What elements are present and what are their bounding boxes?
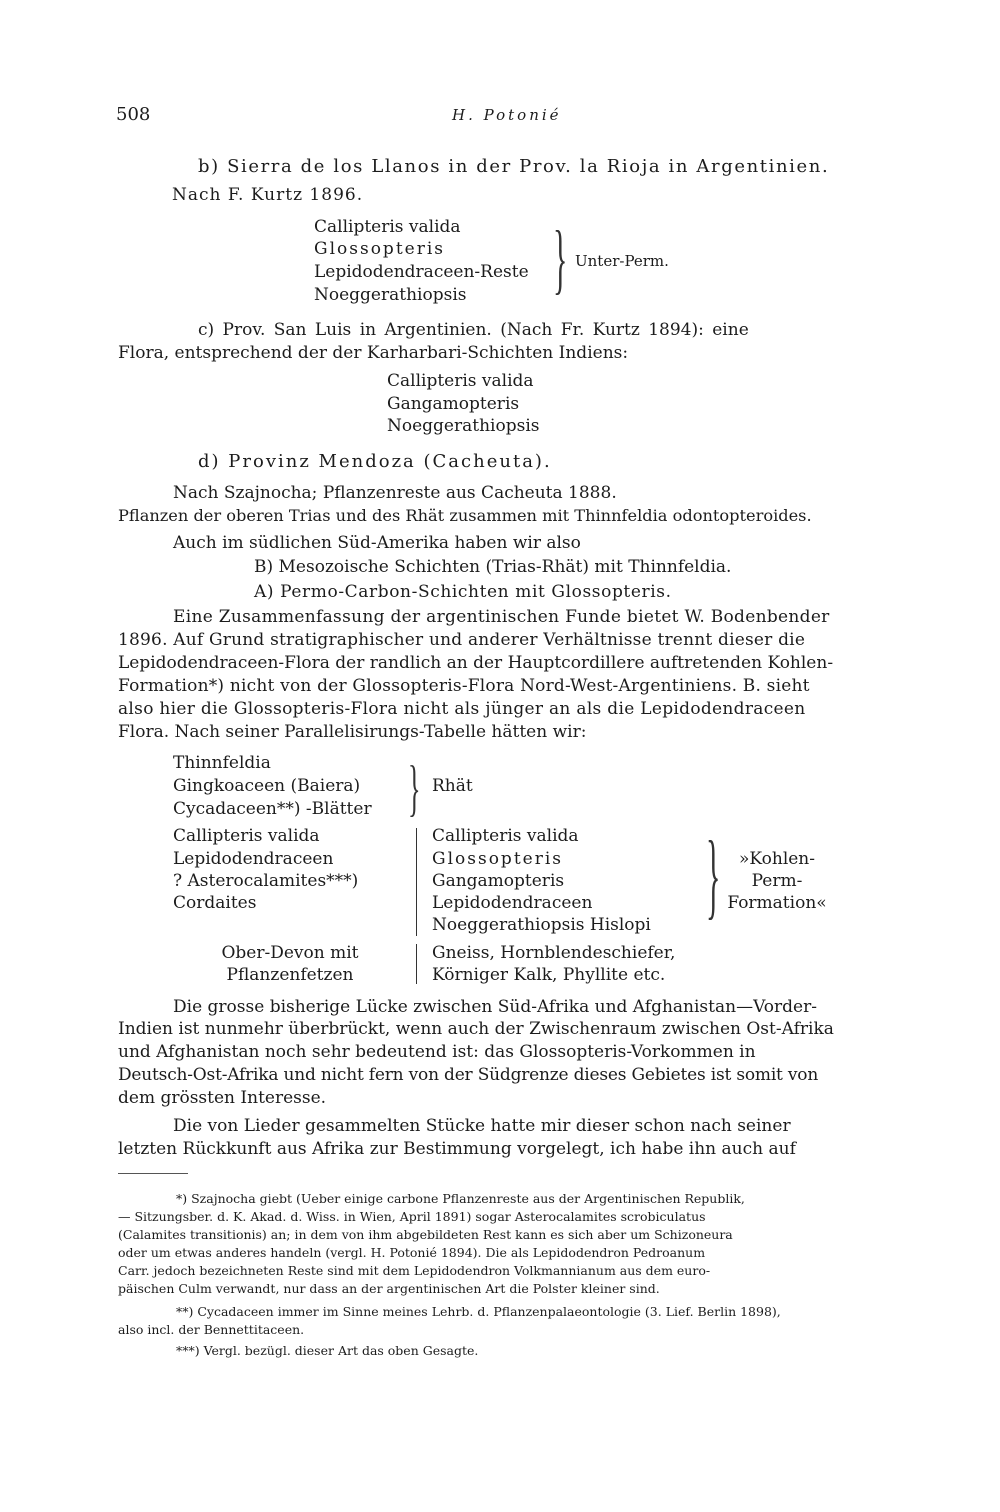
- table-cell: Callipteris valida: [173, 826, 320, 846]
- footnote-line: also incl. der Bennettitaceen.: [118, 1322, 305, 1337]
- paragraph-line: Indien ist nunmehr überbrückt, wenn auch der Zwischenraum zwischen Ost-Afrika: [118, 1019, 834, 1039]
- right-brace: }: [706, 823, 721, 930]
- table-cell: Perm-: [751, 871, 803, 891]
- section-c-line-2: Flora, entsprechend der der Karharbari-Schichten Indiens:: [118, 343, 629, 363]
- list-item: Callipteris valida: [314, 217, 461, 237]
- table-cell: Körniger Kalk, Phyllite etc.: [432, 965, 666, 985]
- section-b-heading: b) Sierra de los Llanos in der Prov. la Rioja in Argentinien.: [198, 156, 830, 177]
- paragraph-line: letzten Rückkunft aus Afrika zur Bestimmung vorgelegt, ich habe ihn auch auf: [118, 1139, 796, 1159]
- paragraph-line: Deutsch-Ost-Afrika und nicht fern von der Südgrenze dieses Gebietes ist somit von: [118, 1065, 819, 1085]
- section-b-source: Nach F. Kurtz 1896.: [172, 185, 364, 205]
- footnote-line: päischen Culm verwandt, nur dass an der argentinischen Art die Polster kleiner sind.: [118, 1281, 660, 1296]
- table-cell: Callipteris valida: [432, 826, 579, 846]
- section-d-line-2: Pflanzen der oberen Trias und des Rhät zusammen mit Thinnfeldia odontopteroides.: [118, 506, 812, 525]
- table-cell: Lepidodendraceen: [173, 849, 334, 869]
- section-d-item-a: A) Permo-Carbon-Schichten mit Glossopteris.: [254, 582, 672, 602]
- list-item: Lepidodendraceen-Reste: [314, 262, 529, 282]
- section-d-line-1: Nach Szajnocha; Pflanzenreste aus Cacheuta 1888.: [173, 483, 617, 503]
- list-item: Glossopteris: [314, 239, 445, 259]
- table-cell: Formation«: [727, 893, 827, 913]
- footnote-line: oder um etwas anderes handeln (vergl. H. Potonié 1894). Die als Lepidodendron Pedroanum: [118, 1245, 706, 1260]
- paragraph-line: Flora. Nach seiner Parallelisirungs-Tabelle hätten wir:: [118, 722, 587, 742]
- list-item: Noeggerathiopsis: [387, 416, 540, 436]
- table-cell: Gneiss, Hornblendeschiefer,: [432, 943, 676, 963]
- list-item: Noeggerathiopsis: [314, 285, 467, 305]
- footnote-line: (Calamites transitionis) an; in dem von ihm abgebildeten Rest kann es sich aber um Schizoneura: [118, 1227, 733, 1242]
- footnote-rule: [118, 1173, 188, 1174]
- table-cell: Lepidodendraceen: [432, 893, 593, 913]
- paragraph-line: 1896. Auf Grund stratigraphischer und anderer Verhältnisse trennt dieser die: [118, 630, 806, 650]
- table-cell: Gingkoaceen (Baiera): [173, 776, 361, 796]
- table-cell: Cycadaceen**) -Blätter: [173, 799, 372, 819]
- section-d-heading: d) Provinz Mendoza (Cacheuta).: [198, 451, 552, 472]
- table-cell: Ober-Devon mit: [221, 943, 359, 963]
- paragraph-line: Formation*) nicht von der Glossopteris-Flora Nord-West-Argentiniens. B. sieht: [118, 676, 810, 696]
- right-brace: }: [553, 216, 568, 303]
- table-cell: Thinnfeldia: [173, 753, 271, 773]
- list-item: Gangamopteris: [387, 394, 520, 414]
- right-brace: }: [408, 753, 421, 823]
- column-divider: [416, 828, 417, 936]
- running-head: H. Potonié: [452, 106, 562, 124]
- table-cell: Glossopteris: [432, 849, 563, 869]
- paragraph-line: Die grosse bisherige Lücke zwischen Süd-Afrika und Afghanistan—Vorder-: [173, 997, 817, 1017]
- table-cell: Cordaites: [173, 893, 257, 913]
- paragraph-line: dem grössten Interesse.: [118, 1088, 327, 1108]
- table-cell: Pflanzenfetzen: [226, 965, 354, 985]
- table-cell: »Kohlen-: [738, 849, 816, 869]
- section-d-item-b: B) Mesozoische Schichten (Trias-Rhät) mit Thinnfeldia.: [254, 557, 732, 577]
- paragraph-line: Eine Zusammenfassung der argentinischen Funde bietet W. Bodenbender: [173, 607, 830, 627]
- paragraph-line: Lepidodendraceen-Flora der randlich an der Hauptcordillere auftretenden Kohlen-: [118, 653, 834, 673]
- section-c-line-1: c) Prov. San Luis in Argentinien. (Nach Fr. Kurtz 1894): eine: [198, 320, 749, 340]
- footnote-line: *) Szajnocha giebt (Ueber einige carbone Pflanzenreste aus der Argentinischen Republik,: [176, 1191, 745, 1206]
- rhaet-label: Rhät: [432, 776, 473, 796]
- section-d-line-3: Auch im südlichen Süd-Amerika haben wir also: [173, 533, 581, 553]
- section-b-group-label: Unter-Perm.: [575, 252, 669, 270]
- page-number: 508: [116, 104, 151, 125]
- paragraph-line: Die von Lieder gesammelten Stücke hatte mir dieser schon nach seiner: [173, 1116, 791, 1136]
- column-divider: [416, 944, 417, 984]
- paragraph-line: und Afghanistan noch sehr bedeutend ist: das Glossopteris-Vorkommen in: [118, 1042, 756, 1062]
- paragraph-line: also hier die Glossopteris-Flora nicht als jünger an als die Lepidodendraceen: [118, 699, 806, 719]
- table-cell: Noeggerathiopsis Hislopi: [432, 915, 651, 935]
- footnote-line: Carr. jedoch bezeichneten Reste sind mit dem Lepidodendron Volkmannianum aus dem euro-: [118, 1263, 711, 1278]
- list-item: Callipteris valida: [387, 371, 534, 391]
- footnote-line: **) Cycadaceen immer im Sinne meines Lehrb. d. Pflanzenpalaeontologie (3. Lief. Berlin 1898),: [176, 1304, 781, 1319]
- table-cell: ? Asterocalamites***): [173, 871, 359, 891]
- table-cell: Gangamopteris: [432, 871, 565, 891]
- footnote-line: — Sitzungsber. d. K. Akad. d. Wiss. in Wien, April 1891) sogar Asterocalamites scrobiculatus: [118, 1209, 706, 1224]
- footnote-3: ***) Vergl. bezügl. dieser Art das oben Gesagte.: [176, 1343, 479, 1358]
